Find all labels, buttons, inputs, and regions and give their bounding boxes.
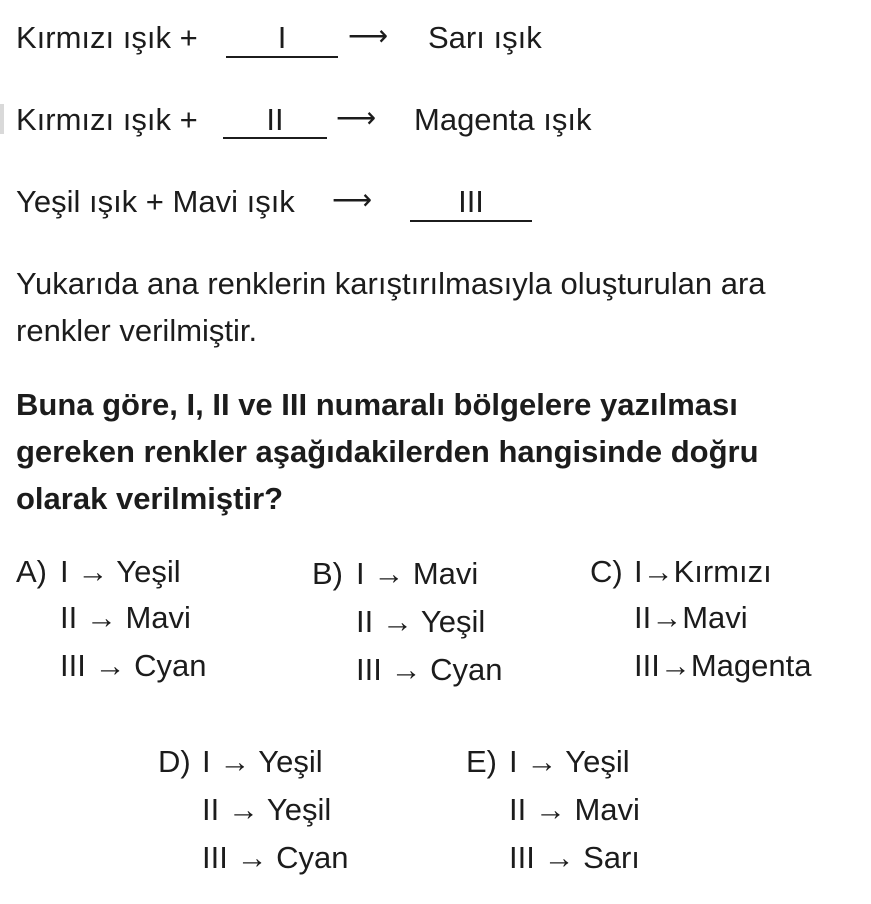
- eq2-blank: II: [223, 104, 327, 139]
- option-d-row-1: I → Yeşil: [202, 744, 323, 779]
- question-text: Buna göre, I, II ve III numaralı bölgelere yazılması gereken renkler aşağıdakilerden hangisinde doğru olarak verilmiştir?: [16, 387, 759, 516]
- option-c-row-3: III→Magenta: [634, 648, 812, 683]
- option-e-letter: E): [466, 744, 497, 779]
- eq1-left: Kırmızı ışık +: [16, 20, 198, 55]
- eq2-left: Kırmızı ışık +: [16, 102, 198, 137]
- option-b-letter: B): [312, 556, 343, 591]
- option-a-row-1: I → Yeşil: [60, 554, 181, 589]
- option-e-row-2: II → Mavi: [509, 792, 640, 827]
- option-a-letter: A): [16, 554, 47, 589]
- option-d-row-2: II → Yeşil: [202, 792, 332, 827]
- eq3-arrow: ⟶: [332, 184, 373, 215]
- option-a-row-3: III → Cyan: [60, 648, 207, 683]
- eq3-blank: III: [410, 186, 532, 222]
- option-b-row-3: III → Cyan: [356, 652, 503, 687]
- option-e-row-3: III → Sarı: [509, 840, 640, 875]
- eq1-right: Sarı ışık: [428, 20, 542, 55]
- eq1-blank: I: [226, 22, 338, 58]
- option-d-row-3: III → Cyan: [202, 840, 349, 875]
- option-b-row-2: II → Yeşil: [356, 604, 486, 639]
- option-e-row-1: I → Yeşil: [509, 744, 630, 779]
- eq2-arrow: ⟶: [336, 102, 377, 133]
- eq1-arrow: ⟶: [348, 20, 389, 51]
- page-edge-mark: [0, 104, 4, 134]
- eq2-right: Magenta ışık: [414, 102, 592, 137]
- eq3-left: Yeşil ışık + Mavi ışık: [16, 184, 295, 219]
- option-a-row-2: II → Mavi: [60, 600, 191, 635]
- description-text: Yukarıda ana renklerin karıştırılmasıyla oluşturulan ara renkler verilmiştir.: [16, 266, 766, 348]
- option-b-row-1: I → Mavi: [356, 556, 479, 591]
- option-c-letter: C): [590, 554, 623, 589]
- option-c-row-1: I→Kırmızı: [634, 554, 772, 589]
- option-d-letter: D): [158, 744, 191, 779]
- option-c-row-2: II→Mavi: [634, 600, 748, 635]
